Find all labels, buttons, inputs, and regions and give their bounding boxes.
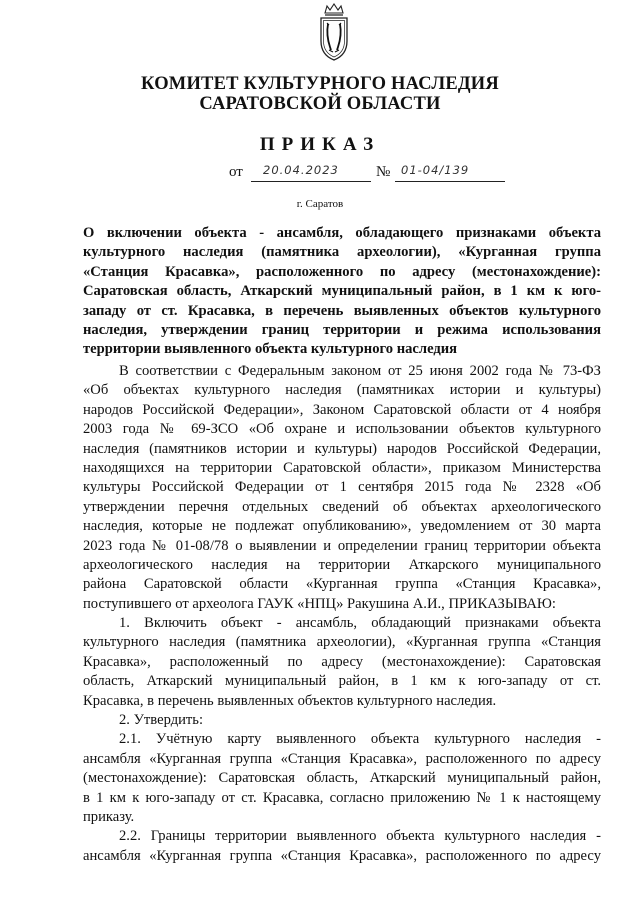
date-value: 20.04.2023 — [263, 163, 339, 177]
body-line: находящихся на территории Саратовской области», приказом Министерства — [83, 459, 601, 476]
subject-line: культурного наследия (памятника археологии), «Курганная группа — [83, 244, 601, 261]
body-line: 1. Включить объект - ансамбль, обладающий признаками объекта — [119, 615, 601, 632]
saratov-coat-of-arms-icon — [316, 3, 352, 61]
body-line: культуры Российской Федерации от 1 сентября 2015 года № 2328 «Об — [83, 479, 601, 496]
document-type-title: ПРИКАЗ — [259, 134, 381, 155]
body-line: приказу. — [83, 808, 135, 825]
order-body — [83, 362, 601, 866]
number-underline — [395, 181, 505, 182]
subject-line: западу от ст. Красавка, в перечень выявленных объектов культурного — [83, 302, 601, 319]
body-line: ансамбля «Курганная группа «Станция Красавка», расположенного по адресу — [83, 847, 601, 864]
body-line: района Саратовской области «Курганная группа «Станция Красавка», — [83, 576, 601, 593]
body-line: область, Аткарский муниципальный район, в 1 км к юго-западу от ст. — [83, 673, 601, 690]
body-line: Красавка», расположенный по адресу (местонахождение): Саратовская — [83, 653, 601, 670]
organization-name-line-1: КОМИТЕТ КУЛЬТУРНОГО НАСЛЕДИЯ — [141, 74, 499, 94]
date-label: от — [229, 164, 243, 180]
body-line: ансамбля «Курганная группа «Станция Красавка», расположенного по адресу — [83, 750, 601, 767]
number-label: № — [376, 164, 391, 180]
subject-line: территории выявленного объекта культурного наследия — [83, 341, 458, 358]
body-line: археологического наследия на территории Аткарского муниципального — [83, 556, 601, 573]
body-line: 2.1. Учётную карту выявленного объекта культурного наследия - — [119, 731, 601, 748]
body-line: утверждении перечня отдельных сведений об объектах археологического — [83, 498, 601, 515]
body-line: наследия (памятников истории и культуры) народов Российской Федерации, — [83, 440, 601, 457]
number-value: 01-04/139 — [401, 163, 470, 177]
body-line: 2. Утвердить: — [119, 712, 204, 729]
body-line: 2.2. Границы территории выявленного объекта культурного наследия - — [119, 828, 601, 845]
organization-name-line-2: САРАТОВСКОЙ ОБЛАСТИ — [199, 94, 441, 114]
body-line: культурного наследия (памятника археологии), «Курганная группа «Станция — [83, 634, 601, 651]
subject-line: «Станция Красавка», расположенного по адресу (местонахождение): — [83, 263, 601, 280]
body-line: наследия, которые не подлежат опубликованию», уведомлением от 30 марта — [83, 518, 601, 535]
body-line: 2023 года № 01-08/78 о выявлении и определении границ территории объекта — [83, 537, 601, 554]
order-subject — [83, 224, 601, 360]
body-line: в 1 км к юго-западу от ст. Красавка, согласно приложению № 1 к настоящему — [83, 789, 601, 806]
city-label: г. Саратов — [296, 198, 344, 210]
subject-line: наследия, утверждении границ территории и режима использования — [83, 321, 601, 338]
body-line: поступившего от археолога ГАУК «НПЦ» Ракушина А.И., ПРИКАЗЫВАЮ: — [83, 595, 556, 612]
body-line: народов Российской Федерации», Законом Саратовской области от 4 ноября — [83, 401, 601, 418]
body-line: 2003 года № 69-ЗСО «Об охране и использовании объектов культурного — [83, 421, 601, 438]
body-line: В соответствии с Федеральным законом от 25 июня 2002 года № 73-ФЗ — [119, 363, 601, 379]
date-underline — [251, 181, 371, 182]
body-line: «Об объектах культурного наследия (памятниках истории и культуры) — [83, 382, 601, 399]
body-line: (местонахождение): Саратовская область, Аткарский муниципальный район, — [83, 770, 601, 787]
subject-line: О включении объекта - ансамбля, обладающего признаками объекта — [83, 225, 601, 241]
subject-line: Саратовская область, Аткарский муниципальный район, в 1 км к юго- — [83, 283, 601, 300]
body-line: Красавка, в перечень выявленных объектов культурного наследия. — [83, 692, 497, 709]
